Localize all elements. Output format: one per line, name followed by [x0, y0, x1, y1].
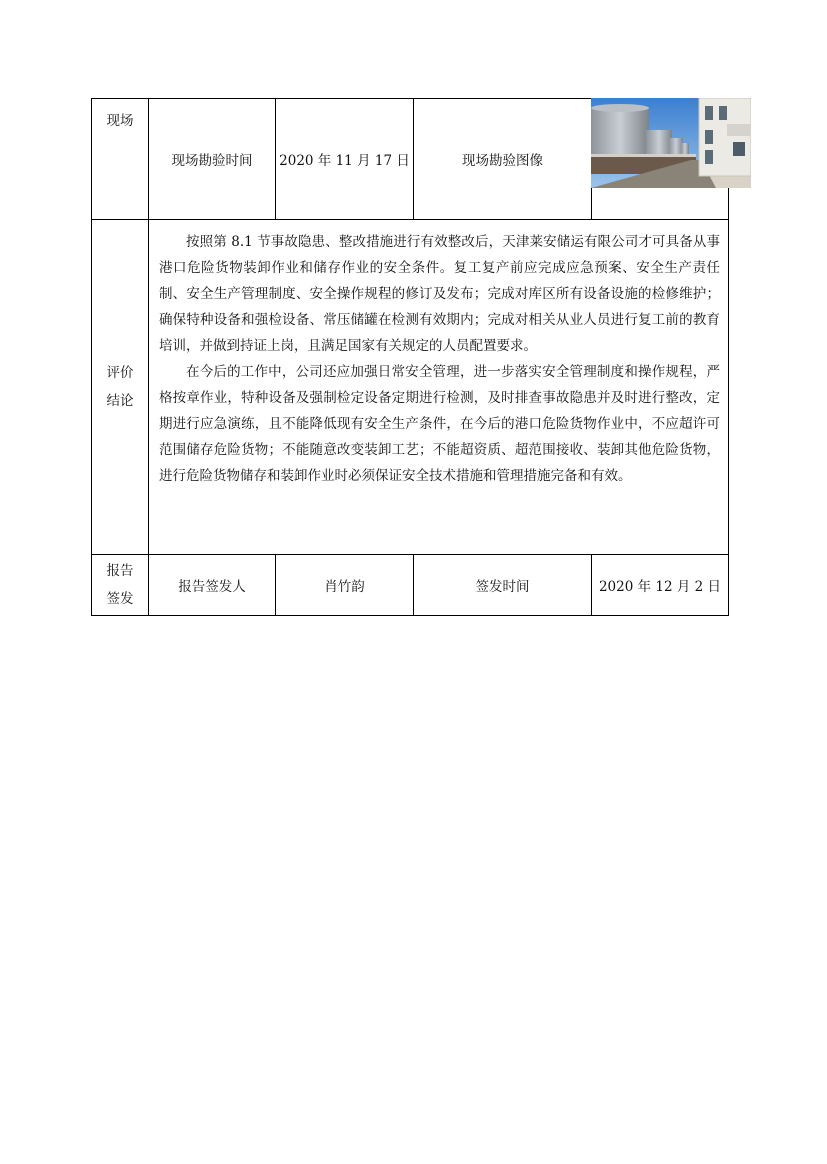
conclusion-paragraph-2: 在今后的工作中，公司还应加强日常安全管理，进一步落实安全管理制度和操作规程，严格按章作业，特种设备及强制检定设备定期进行检测，及时排查事故隐患并及时进行整改，定期进行应急演练，且不能降低现有安全生产条件，在今后的港口危险货物作业中，不应超许可范围储存危险货物；不能随意改变装卸工艺；不能超资质、超范围接收、装卸其他危险货物，进行危险货物储存和装卸作业时必须保证安全技术措施和管理措施完备和有效。 [159, 364, 720, 484]
issuer-label-cell [148, 554, 276, 616]
survey-image-label-cell [413, 98, 592, 220]
issue-label-line1: 报告 [106, 563, 134, 579]
survey-date-cell [275, 98, 414, 220]
survey-date: 2020 年 11 月 17 日 [279, 153, 410, 169]
row-label-evaluation [91, 219, 149, 555]
evaluation-label-line1: 评价 [106, 365, 134, 381]
issue-label-line2: 签发 [106, 591, 134, 607]
row-label-issue [91, 554, 149, 616]
issuer-name-cell [275, 554, 414, 616]
row-label-site [91, 98, 149, 220]
survey-time-label: 现场勘验时间 [171, 153, 253, 169]
survey-image-label: 现场勘验图像 [462, 153, 543, 169]
site-label: 现场 [106, 113, 134, 129]
issue-time-label-cell [413, 554, 592, 616]
evaluation-conclusion-cell [148, 219, 729, 555]
issuer-name: 肖竹韵 [324, 579, 365, 595]
issuer-label: 报告签发人 [178, 579, 246, 595]
survey-time-label-cell [148, 98, 276, 220]
evaluation-label-line2: 结论 [106, 393, 134, 409]
issue-time-label: 签发时间 [475, 579, 530, 595]
issue-date-cell [591, 554, 729, 616]
site-photo [591, 98, 751, 188]
conclusion-paragraph-1: 按照第 8.1 节事故隐患、整改措施进行有效整改后，天津莱安储运有限公司才可具备从事港口危险货物装卸作业和储存作业的安全条件。复工复产前应完成应急预案、安全生产责任制、安全生产管理制度、安全操作规程的修订及发布；完成对库区所有设备设施的检修维护；确保特种设备和强检设备、常压储罐在检测有效期内；完成对相关从业人员进行复工前的教育培训，并做到持证上岗，且满足国家有关规定的人员配置要求。 [159, 234, 720, 354]
issue-date: 2020 年 12 月 2 日 [598, 579, 722, 595]
